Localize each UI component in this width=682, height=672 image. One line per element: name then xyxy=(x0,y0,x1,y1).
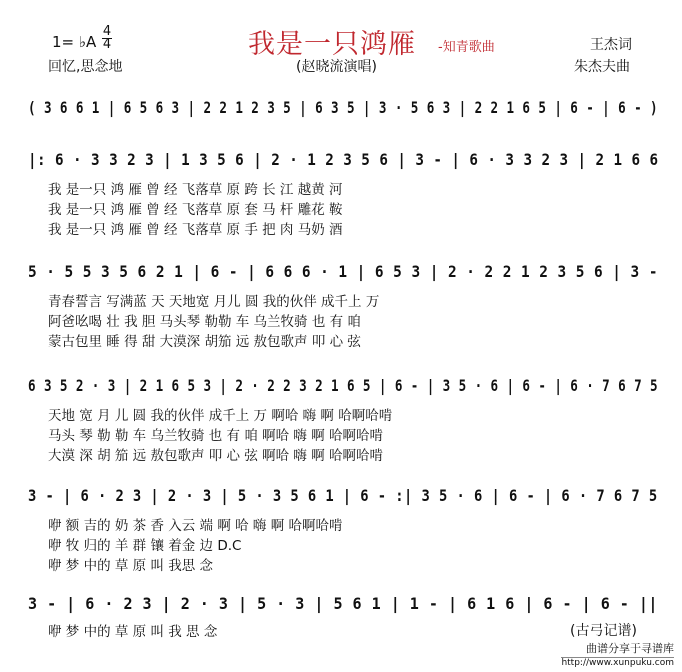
score-line-4 xyxy=(28,376,658,468)
lyric-6-verse-1: 咿 梦 中的 草 原 叫 我 思 念 xyxy=(48,624,218,640)
song-title: 我是一只鸿雁 xyxy=(248,29,416,60)
score-notes-1: ( 3 6 6 1 | 6 5 6 3 | 2 2 1 2 3 5 | 6 3 5 | 3 · 5 6 3 | 2 2 1 6 5 | 6 - | 6 - ) xyxy=(28,98,658,117)
footer-text: 曲谱分享于寻谱库 xyxy=(586,642,674,655)
lyric-5-verse-1: 咿 额 吉的 奶 茶 香 入云 端 啊 哈 嗨 啊 哈啊哈啃 xyxy=(48,518,343,534)
song-subtitle: -知青歌曲 xyxy=(438,40,495,55)
score-line-3 xyxy=(28,262,658,354)
score-notes-4: 6 3 5 2 · 3 | 2 1 6 5 3 | 2 · 2 2 3 2 1 6 5 | 6 - | 3 5 · 6 | 6 - | 6 · 7 6 7 5 xyxy=(28,376,658,395)
lyric-5-verse-3: 咿 梦 中的 草 原 叫 我思 念 xyxy=(48,558,214,574)
lyricist-credit: 王杰词 xyxy=(590,37,632,53)
lyric-3-verse-2: 阿爸吆喝 壮 我 胆 马头琴 勒勒 车 乌兰牧骑 也 有 咱 xyxy=(48,314,361,330)
time-sig-top: 4 xyxy=(102,24,112,39)
score-line-1 xyxy=(28,98,658,128)
time-signature xyxy=(102,26,112,51)
score-line-6 xyxy=(28,594,658,644)
composer-credit: 朱杰夫曲 xyxy=(574,59,630,75)
lyric-4-verse-3: 大漠 深 胡 笳 远 敖包歌声 叩 心 弦 啊哈 嗨 啊 哈啊哈啃 xyxy=(48,448,383,464)
key-signature: 1= ♭A xyxy=(52,33,97,51)
footer-url[interactable]: http://www.xunpuku.com xyxy=(561,658,674,668)
lyric-4-verse-1: 天地 宽 月 儿 圆 我的伙伴 成千上 万 啊哈 嗨 啊 哈啊哈啃 xyxy=(48,408,393,424)
site-footer xyxy=(561,640,674,668)
lyric-2-verse-1: 我 是一只 鸿 雁 曾 经 飞落草 原 跨 长 江 越黄 河 xyxy=(48,182,343,198)
lyric-2-verse-3: 我 是一只 鸿 雁 曾 经 飞落草 原 手 把 肉 马奶 酒 xyxy=(48,222,343,238)
score-notes-2: |: 6 · 3 3 2 3 | 1 3 5 6 | 2 · 1 2 3 5 6 | 3 - | 6 · 3 3 2 3 | 2 1 6 6 xyxy=(28,150,659,169)
score-line-5 xyxy=(28,486,658,578)
time-sig-bottom: 4 xyxy=(102,37,112,52)
score-notes-5: 3 - | 6 · 2 3 | 2 · 3 | 5 · 3 5 6 1 | 6 - :| 3 5 · 6 | 6 - | 6 · 7 6 7 5 xyxy=(28,486,658,505)
singer-credit: (赵晓流演唱) xyxy=(296,59,377,75)
recorder-credit: (古弓记谱) xyxy=(570,623,637,639)
lyric-5-verse-2: 咿 牧 归的 羊 群 镶 着金 边 D.C xyxy=(48,538,242,554)
mood-marking: 回忆,思念地 xyxy=(48,59,123,75)
score-notes-3: 5 · 5 5 3 5 6 2 1 | 6 - | 6 6 6 · 1 | 6 5 3 | 2 · 2 2 1 2 3 5 6 | 3 - xyxy=(28,262,658,281)
lyric-2-verse-2: 我 是一只 鸿 雁 曾 经 飞落草 原 套 马 杆 雕花 鞍 xyxy=(48,202,343,218)
lyric-4-verse-2: 马头 琴 勒 勒 车 乌兰牧骑 也 有 咱 啊哈 嗨 啊 哈啊哈啃 xyxy=(48,428,383,444)
score-notes-6: 3 - | 6 · 2 3 | 2 · 3 | 5 · 3 | 5 6 1 | 1 - | 6 1 6 | 6 - | 6 - || xyxy=(28,594,658,613)
lyric-3-verse-1: 青春誓言 写满蓝 天 天地宽 月儿 圆 我的伙伴 成千上 万 xyxy=(48,294,380,310)
lyric-3-verse-3: 蒙古包里 睡 得 甜 大漠深 胡笳 远 敖包歌声 叩 心 弦 xyxy=(48,334,361,350)
score-line-2 xyxy=(28,150,659,242)
